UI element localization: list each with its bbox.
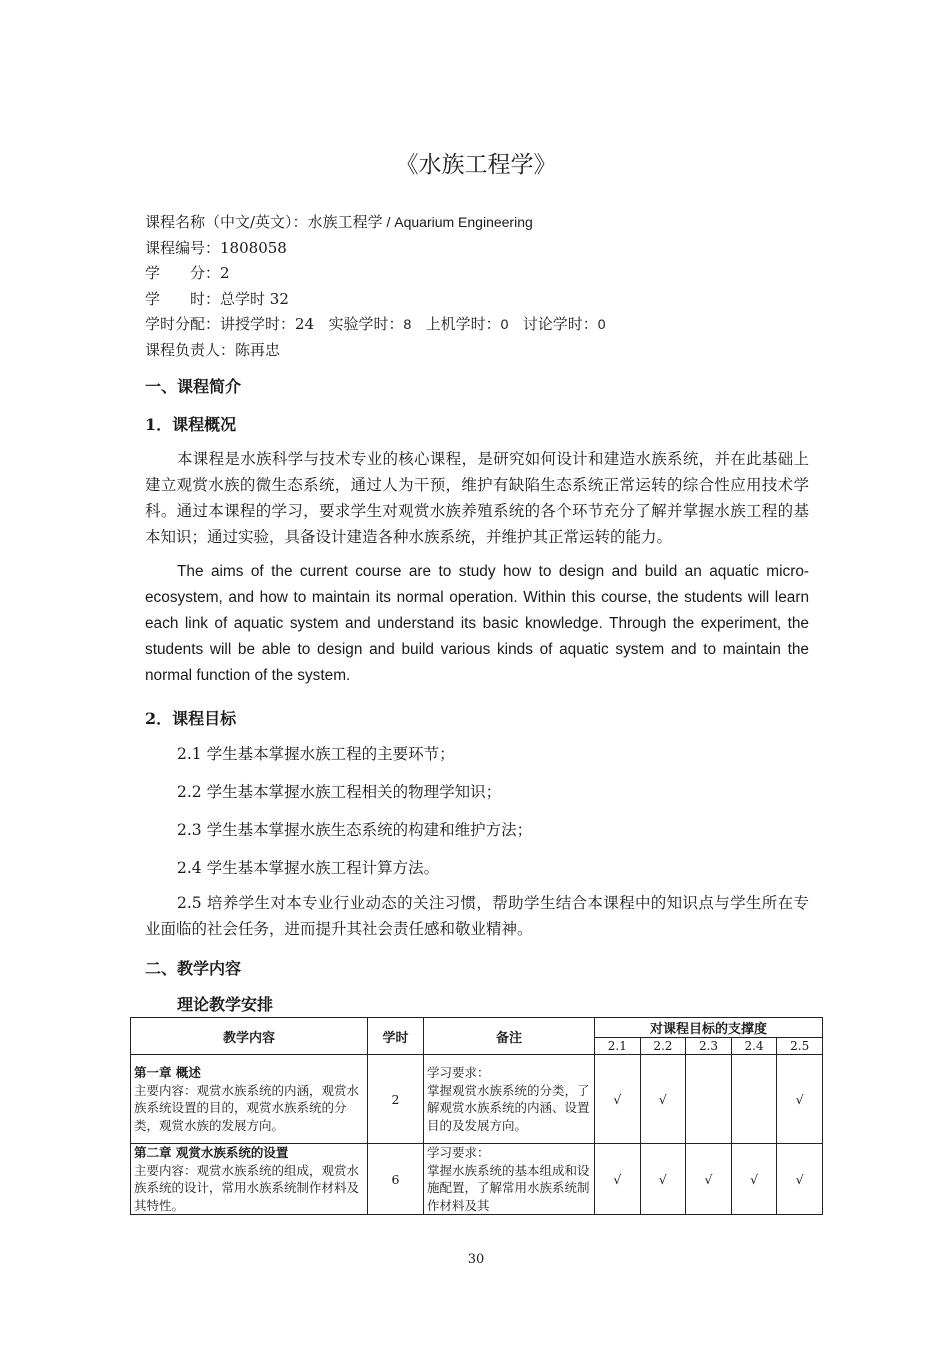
course-meta — [145, 210, 606, 363]
alloc-computer: 0 — [500, 316, 509, 332]
alloc-discuss: 0 — [597, 316, 606, 332]
section-heading-intro: 一、课程简介 — [145, 377, 242, 396]
header-goal-col: 2.1 — [595, 1038, 641, 1055]
course-hours: 总学时 32 — [220, 289, 289, 308]
header-support: 对课程目标的支撑度 — [595, 1018, 823, 1038]
alloc-discuss-label: 讨论学时： — [522, 315, 598, 333]
goals-heading: 2．课程目标 — [145, 709, 237, 728]
header-goal-col: 2.2 — [640, 1038, 686, 1055]
alloc-lab: 8 — [403, 316, 412, 332]
table-row — [131, 1055, 823, 1144]
course-hours-label: 学 时： — [145, 289, 221, 308]
overview-cn-paragraph: 本课程是水族科学与技术专业的核心课程，是研究如何设计和建造水族系统，并在此基础上建立观赏水族的微生态系统，通过人为干预，维护有缺陷生态系统正常运转的综合性应用技术学科。通过本课程的学习，要求学生对观赏水族养殖系统的各个环节充分了解并掌握水族工程的基本知识；通过实验，具备设计建造各种水族系统，并维护其正常运转的能力。 — [145, 450, 809, 546]
course-code-label: 课程编号： — [145, 238, 221, 257]
course-name-label: 课程名称（中文/英文）： — [145, 213, 308, 231]
course-code: 1808058 — [220, 238, 287, 257]
notes-label: 学习要求： — [427, 1065, 490, 1080]
course-name-cn: 水族工程学 — [307, 213, 383, 231]
page-number: 30 — [467, 1252, 485, 1267]
notes-text: 掌握观赏水族系统的分类，了解观赏水族系统的内涵、设置目的及发展方向。 — [427, 1082, 590, 1133]
course-owner-line — [145, 338, 606, 364]
course-credit-line — [145, 261, 606, 287]
support-mark: √ — [731, 1144, 777, 1215]
row-hours: 6 — [368, 1144, 424, 1215]
support-mark: √ — [777, 1144, 823, 1215]
support-mark — [731, 1055, 777, 1144]
overview-en-paragraph: The aims of the current course are to study how to design and build an aquatic micro-ecosystem, and how to maintain its normal operation. Within this course, the students will learn each link of aquatic system and understand its basic knowledge. Through the experiment, the students will be able to design and build various kinds of aquatic system and to maintain the normal function of the system. — [145, 563, 809, 684]
alloc-computer-label: 上机学时： — [425, 315, 501, 333]
support-mark — [686, 1055, 732, 1144]
support-mark: √ — [640, 1144, 686, 1215]
support-mark: √ — [595, 1144, 641, 1215]
course-owner: 陈再忠 — [235, 340, 281, 359]
row-content-cell — [131, 1144, 368, 1215]
support-mark: √ — [777, 1055, 823, 1144]
header-goal-col: 2.5 — [777, 1038, 823, 1055]
table-header-row — [131, 1018, 823, 1038]
row-notes-cell — [424, 1055, 595, 1144]
course-hours-line — [145, 287, 606, 313]
row-notes-cell — [424, 1144, 595, 1215]
page-title: 《水族工程学》 — [395, 152, 557, 178]
course-credit-label: 学 分： — [145, 264, 221, 282]
header-notes: 备注 — [424, 1018, 595, 1055]
alloc-label: 学时分配： — [145, 315, 221, 333]
course-credit: 2 — [220, 264, 230, 282]
support-mark: √ — [640, 1055, 686, 1144]
header-goal-col: 2.4 — [731, 1038, 777, 1055]
course-name-en: Aquarium Engineering — [394, 214, 533, 230]
row-hours: 2 — [368, 1055, 424, 1144]
section-heading-content: 二、教学内容 — [145, 959, 242, 978]
goal-item: 2.2 学生基本掌握水族工程相关的物理学知识； — [177, 783, 502, 801]
notes-label: 学习要求： — [427, 1145, 490, 1160]
overview-heading: 1．课程概况 — [145, 415, 237, 434]
support-mark: √ — [595, 1055, 641, 1144]
course-code-line — [145, 236, 606, 262]
goal-item: 2.1 学生基本掌握水族工程的主要环节； — [177, 745, 455, 763]
goal-item: 2.5 培养学生对本专业行业动态的关注习惯，帮助学生结合本课程中的知识点与学生所在专业面临的社会任务，进而提升其社会责任感和敬业精神。 — [145, 894, 809, 938]
goal-item: 2.3 学生基本掌握水族生态系统的构建和维护方法； — [177, 821, 533, 839]
course-alloc-line — [145, 312, 606, 338]
header-hours: 学时 — [368, 1018, 424, 1055]
alloc-lab-label: 实验学时： — [328, 315, 404, 333]
theory-schedule-heading: 理论教学安排 — [177, 995, 274, 1014]
chapter-title: 第一章 概述 — [134, 1065, 201, 1080]
support-mark: √ — [686, 1144, 732, 1215]
row-content-cell — [131, 1055, 368, 1144]
notes-text: 掌握水族系统的基本组成和设施配置，了解常用水族系统制作材料及其 — [427, 1162, 590, 1213]
header-goal-col: 2.3 — [686, 1038, 732, 1055]
course-name-sep: / — [382, 214, 395, 230]
alloc-lecture-label: 讲授学时： — [220, 315, 296, 333]
chapter-content: 主要内容：观赏水族系统的组成，观赏水族系统的设计，常用水族系统制作材料及其特性。 — [134, 1162, 360, 1213]
goal-item: 2.4 学生基本掌握水族工程计算方法。 — [177, 859, 440, 877]
chapter-title: 第二章 观赏水族系统的设置 — [134, 1145, 289, 1160]
alloc-lecture: 24 — [295, 315, 315, 333]
course-owner-label: 课程负责人： — [145, 340, 236, 359]
header-content: 教学内容 — [131, 1018, 368, 1055]
theory-schedule-table — [130, 1017, 823, 1215]
chapter-content: 主要内容：观赏水族系统的内涵，观赏水族系统设置的目的，观赏水族系统的分类，观赏水族的发展方向。 — [134, 1082, 360, 1133]
table-row — [131, 1144, 823, 1215]
course-name-line — [145, 210, 606, 236]
